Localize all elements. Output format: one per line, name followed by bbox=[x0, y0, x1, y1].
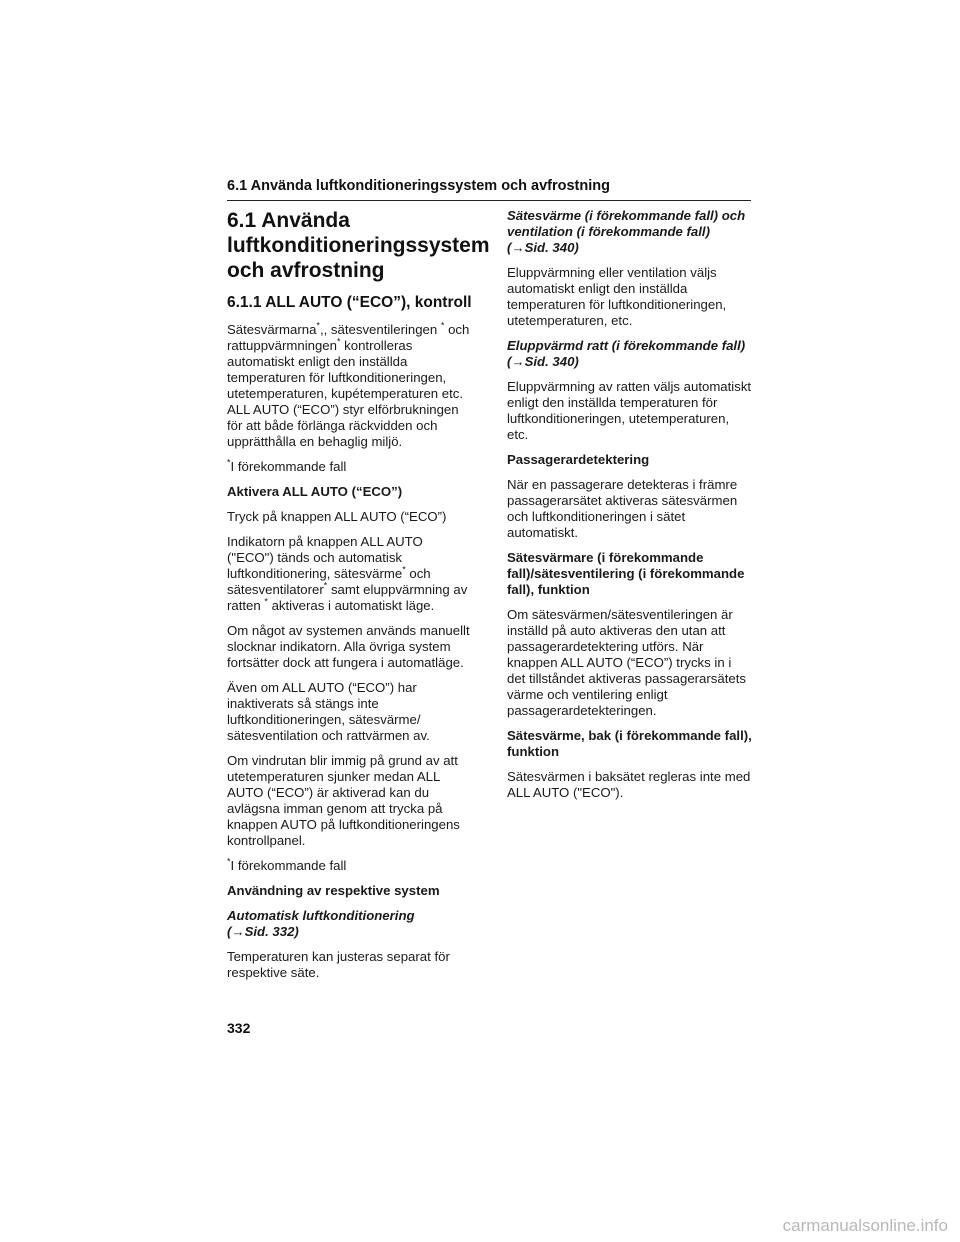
right-column bbox=[507, 208, 753, 810]
chapter-title: 6.1 Använda luftkonditioneringssystem och avfrostning bbox=[227, 209, 490, 282]
seat-heat-vent-heading: Sätesvärme (i förekommande fall) och ventilation (i förekommande fall) (→Sid. 340) bbox=[507, 208, 746, 255]
intro-paragraph: Sätesvärmarna*,, sätesventileringen * och rattuppvärmningen* kontrolleras automatiskt enligt den inställda temperaturen för luftkonditioneringen, utetemperaturen, kupétemperaturen etc. ALL AUTO (“ECO”) styr elförbrukningen för att både förlänga räckvidden och upprätthålla en behaglig miljö. bbox=[227, 320, 470, 449]
header-divider bbox=[227, 200, 751, 201]
heated-wheel-heading: Eluppvärmd ratt (i förekommande fall) (→Sid. 340) bbox=[507, 338, 746, 369]
indicator-paragraph: Indikatorn på knappen ALL AUTO ("ECO") tänds och automatisk luftkonditionering, sätesvärme* och sätesventilatorer* samt eluppvärmning av ratten * aktiveras i automatiskt läge. bbox=[227, 534, 468, 613]
seat-function-heading: Sätesvärmare (i förekommande fall)/sätesventilering (i förekommande fall), funktion bbox=[507, 550, 745, 597]
left-column bbox=[227, 208, 490, 990]
footnote: *I förekommande fall bbox=[227, 457, 347, 474]
section-title: 6.1.1 ALL AUTO (“ECO”), kontroll bbox=[227, 294, 472, 311]
seat-heat-vent-paragraph: Eluppvärmning eller ventilation väljs automatiskt enligt den inställda temperaturen för luftkonditioneringen, utetemperaturen, etc. bbox=[507, 265, 727, 328]
usage-heading: Användning av respektive system bbox=[227, 883, 440, 898]
activate-heading: Aktivera ALL AUTO (“ECO”) bbox=[227, 484, 403, 499]
page-number: 332 bbox=[227, 1020, 251, 1036]
footnote: *I förekommande fall bbox=[227, 856, 347, 873]
watermark: carmanualsonline.info bbox=[782, 1216, 948, 1235]
deactivated-paragraph: Även om ALL AUTO (“ECO”) har inaktiverats så stängs inte luftkonditioneringen, sätesvärme/ sätesventilation och rattvärmen av. bbox=[227, 680, 430, 743]
rear-seat-heading: Sätesvärme, bak (i förekommande fall), funktion bbox=[507, 728, 752, 759]
activate-step: Tryck på knappen ALL AUTO (“ECO”) bbox=[227, 509, 447, 524]
running-header: 6.1 Använda luftkonditioneringssystem och avfrostning bbox=[227, 178, 610, 194]
auto-ac-page-ref[interactable]: (→Sid. 332) bbox=[227, 924, 299, 939]
passenger-detection-heading: Passagerardetektering bbox=[507, 452, 650, 467]
rear-seat-paragraph: Sätesvärmen i baksätet regleras inte med ALL AUTO ("ECO"). bbox=[507, 769, 751, 800]
auto-ac-paragraph: Temperaturen kan justeras separat för respektive säte. bbox=[227, 949, 450, 980]
auto-ac-heading: Automatisk luftkonditionering (→Sid. 332) bbox=[227, 908, 415, 939]
fog-paragraph: Om vindrutan blir immig på grund av att utetemperaturen sjunker medan ALL AUTO (“ECO”) är aktiverad kan du avlägsna imman genom att trycka på knappen AUTO på luftkonditioneringens kontrollpanel. bbox=[227, 753, 460, 848]
manual-paragraph: Om något av systemen används manuellt slocknar indikatorn. Alla övriga system fortsätter dock att fungera i automatläge. bbox=[227, 623, 470, 670]
passenger-detection-paragraph: När en passagerare detekteras i främre passagerarsätet aktiveras sätesvärmen och luftkonditioneringen i sätet automatiskt. bbox=[507, 477, 738, 540]
seat-heat-vent-page-ref[interactable]: (→Sid. 340) bbox=[507, 240, 579, 255]
heated-wheel-paragraph: Eluppvärmning av ratten väljs automatiskt enligt den inställda temperaturen för luftkonditioneringen, utetemperaturen, etc. bbox=[507, 379, 752, 442]
seat-function-paragraph: Om sätesvärmen/sätesventileringen är inställd på auto aktiveras den utan att passagerardetektering utförs. När knappen ALL AUTO (“ECO”) trycks in i det tillståndet aktiveras passagerarsätets värme och ventilering enligt passagerardetekteringen. bbox=[507, 607, 746, 718]
heated-wheel-page-ref[interactable]: (→Sid. 340) bbox=[507, 354, 579, 369]
